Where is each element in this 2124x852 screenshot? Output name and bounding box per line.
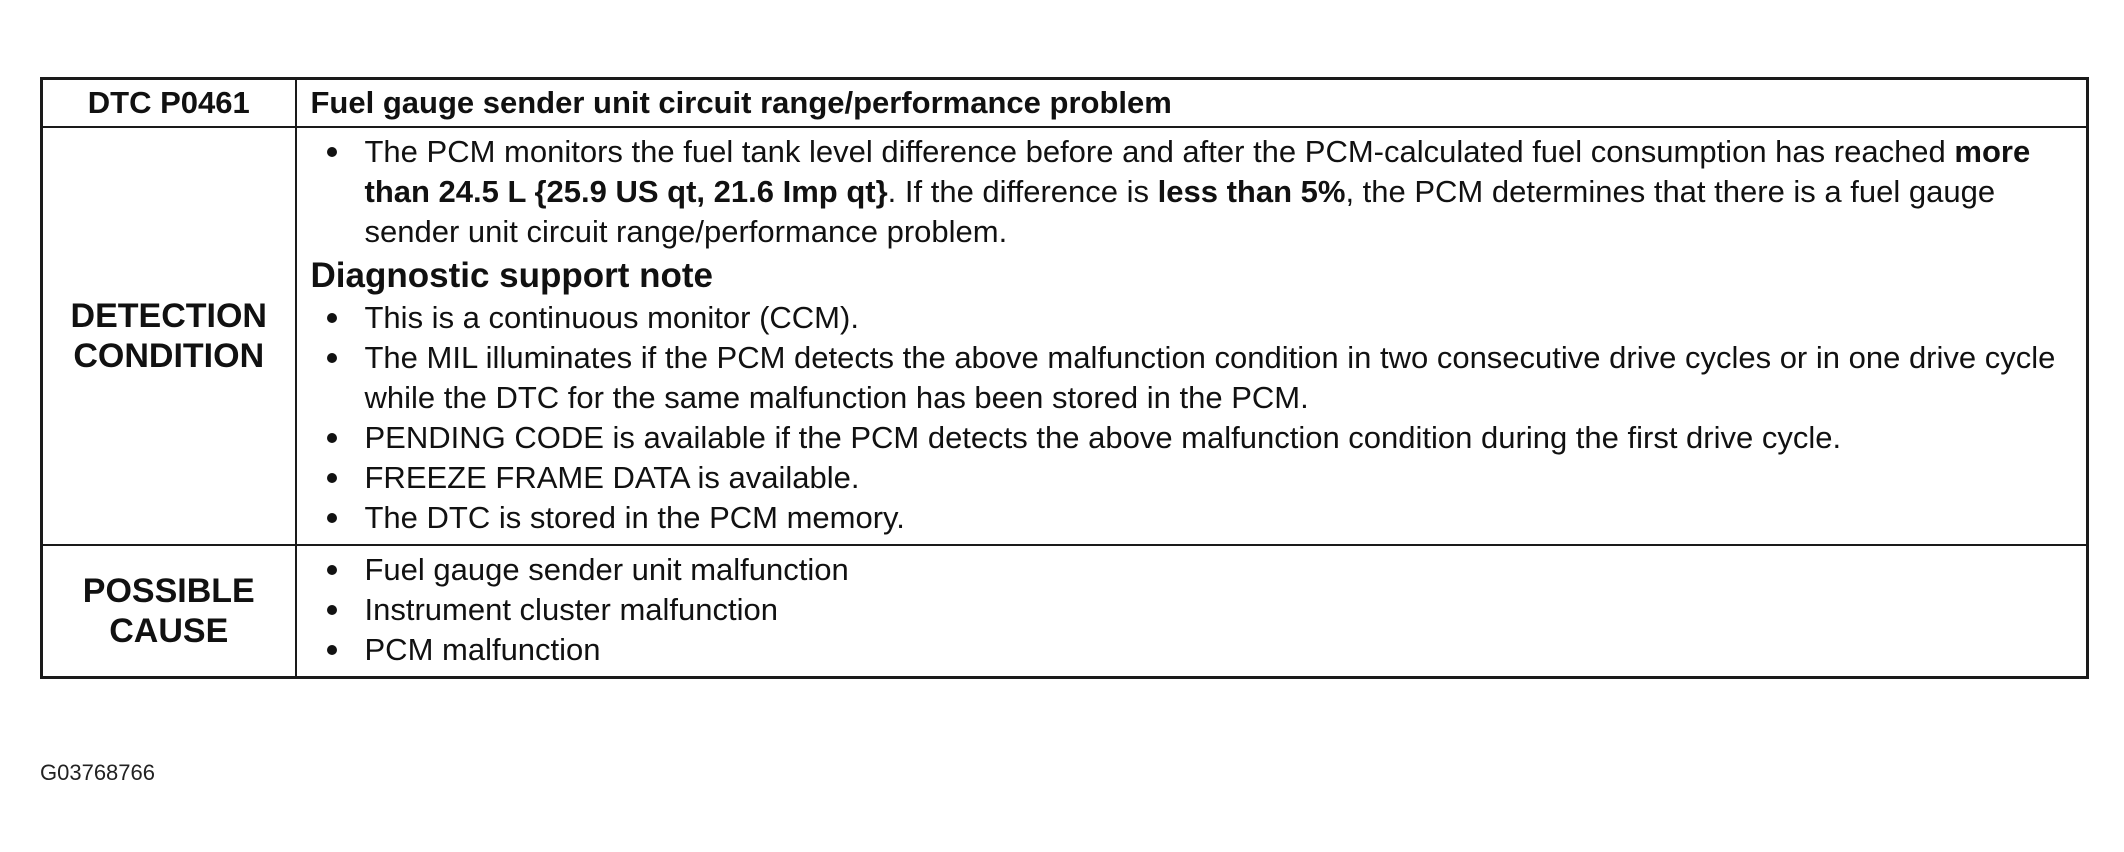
main-text-3: , the PCM determines that there is a fuel gauge sender unit circuit range/performance problem. [364, 174, 1996, 249]
list-item: This is a continuous monitor (CCM). [311, 298, 2071, 338]
detection-condition-content [296, 127, 2088, 545]
detection-condition-row [42, 127, 2088, 545]
figure-id: G03768766 [40, 760, 155, 785]
detection-condition-label [42, 127, 296, 545]
possible-cause-content [296, 545, 2088, 678]
list-item: PENDING CODE is available if the PCM detects the above malfunction condition during the first drive cycle. [311, 418, 2071, 458]
diagnostic-support-heading: Diagnostic support note [310, 256, 713, 295]
list-item: PCM malfunction [311, 630, 2071, 670]
list-item: Instrument cluster malfunction [311, 590, 2071, 630]
possible-cause-label [42, 545, 296, 678]
support-note-list [311, 298, 2071, 538]
possible-label-line2: CAUSE [109, 612, 229, 650]
dtc-title: Fuel gauge sender unit circuit range/performance problem [296, 79, 2088, 128]
main-text-1: The PCM monitors the fuel tank level difference before and after the PCM-calculated fuel consumption has reached [364, 134, 1955, 169]
dtc-table [40, 77, 2089, 679]
possible-cause-list [311, 550, 2071, 670]
detection-label-line2: CONDITION [73, 337, 265, 375]
main-bold-2: less than 5% [1157, 174, 1346, 209]
main-text-2: . If the difference is [887, 174, 1158, 209]
header-row [42, 79, 2088, 128]
list-item: The DTC is stored in the PCM memory. [311, 498, 2071, 538]
possible-label-line1: POSSIBLE [82, 572, 255, 610]
detection-main-bullet [311, 132, 2071, 252]
list-item: Fuel gauge sender unit malfunction [311, 550, 2071, 590]
possible-cause-row [42, 545, 2088, 678]
list-item: FREEZE FRAME DATA is available. [311, 458, 2071, 498]
main-bold-1: more than 24.5 L {25.9 US qt, 21.6 Imp qt} [364, 134, 2031, 209]
list-item: The MIL illuminates if the PCM detects the above malfunction condition in two consecutive drive cycles or in one drive cycle while the DTC for the same malfunction has been stored in the PCM. [311, 338, 2071, 418]
detection-label-line1: DETECTION [70, 297, 267, 335]
detection-main-list [311, 132, 2071, 252]
dtc-code: DTC P0461 [42, 79, 296, 128]
